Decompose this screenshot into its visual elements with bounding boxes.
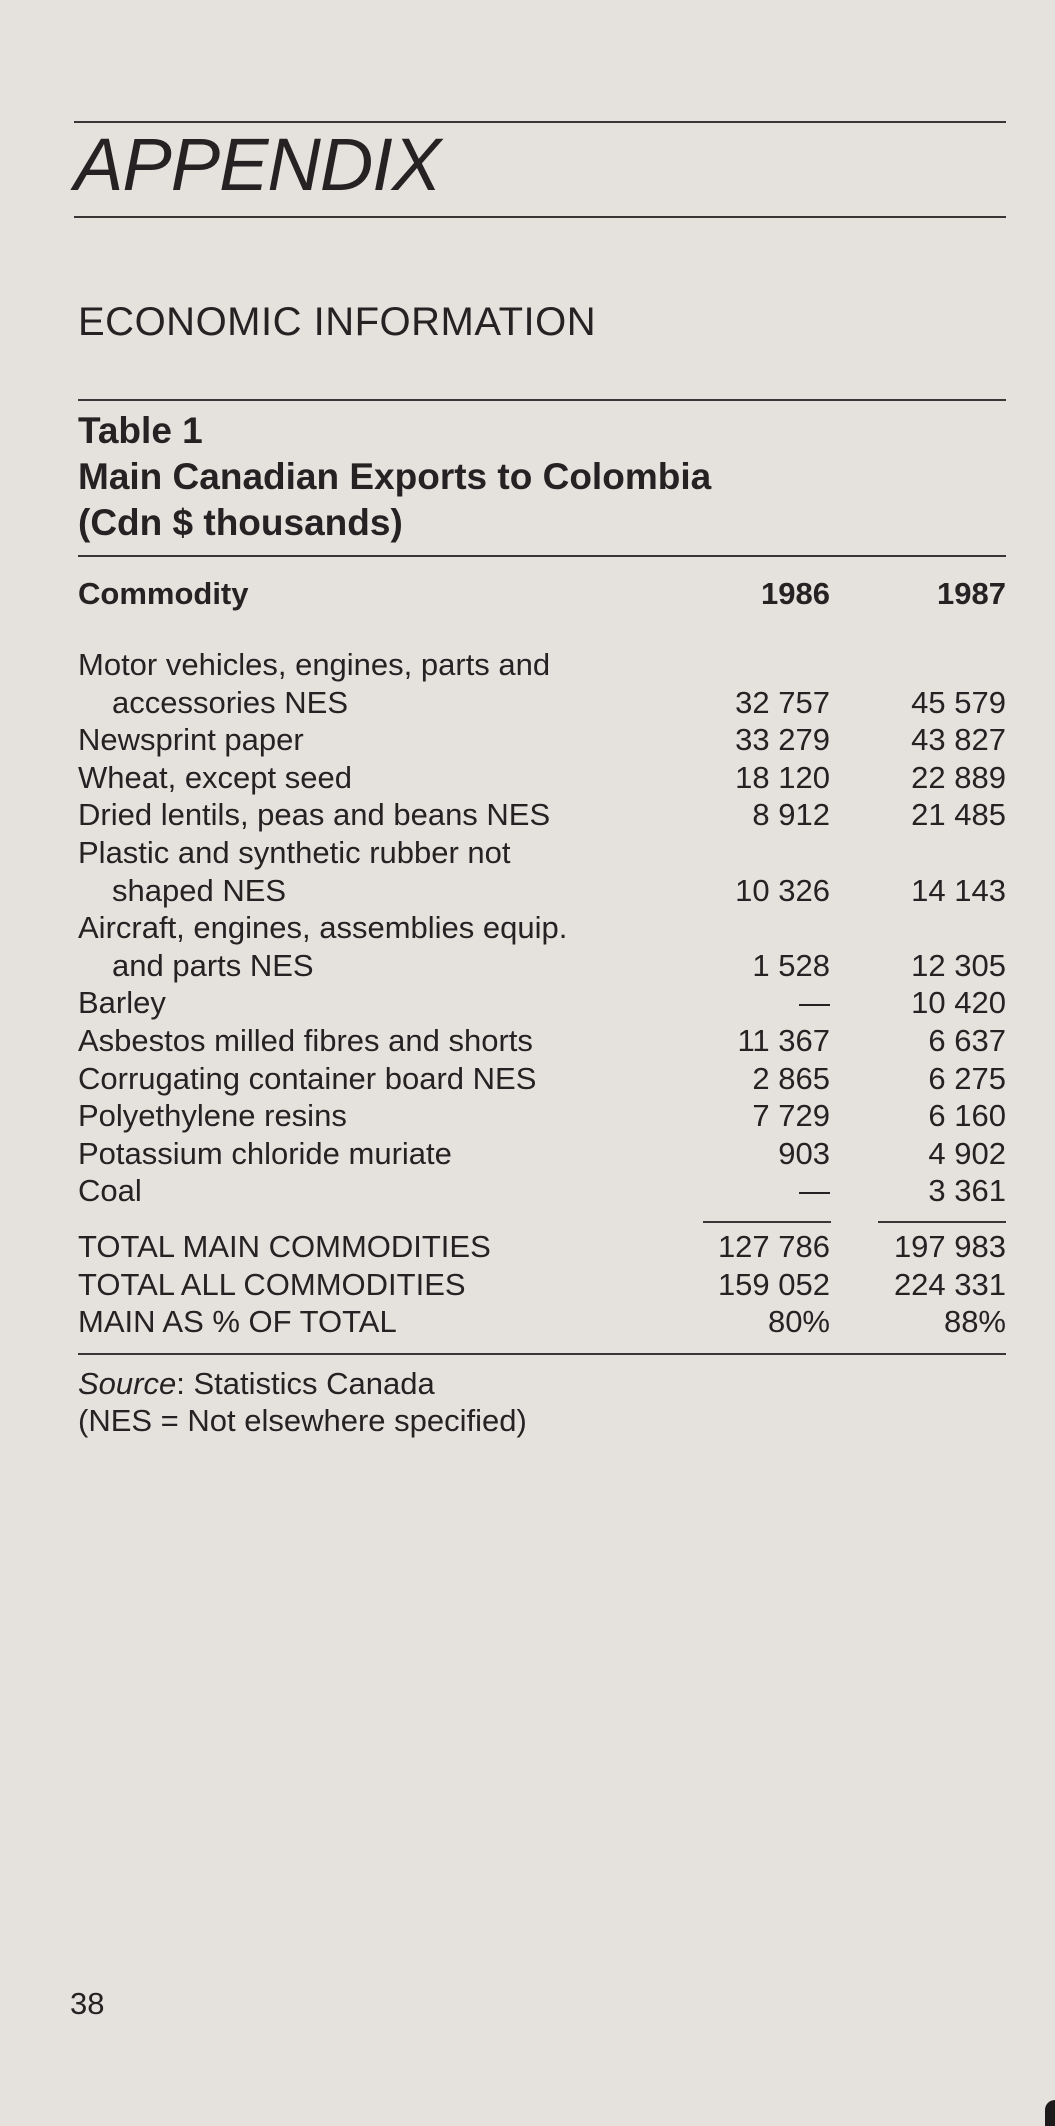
commodity-label: Newsprint paper — [78, 722, 304, 758]
value-1987: 10 420 — [911, 985, 1006, 1021]
commodity-label: Plastic and synthetic rubber not — [78, 834, 511, 870]
value-1987: 43 827 — [911, 722, 1006, 758]
table-body — [78, 646, 1006, 1210]
table-row — [78, 1022, 1006, 1060]
value-1986: 903 — [778, 1135, 830, 1171]
source-line — [78, 1365, 527, 1402]
table-row — [78, 1172, 1006, 1210]
commodity-label: Asbestos milled fibres and shorts — [78, 1022, 533, 1058]
table-units: (Cdn $ thousands) — [78, 502, 403, 543]
table-row — [78, 909, 1006, 947]
table-title-rule — [78, 555, 1006, 557]
value-1986: 80% — [767, 1304, 830, 1340]
subtotal-rule-1987 — [878, 1221, 1006, 1223]
value-1987: 4 902 — [928, 1135, 1006, 1171]
commodity-label: TOTAL MAIN COMMODITIES — [78, 1229, 491, 1264]
table-row — [78, 1135, 1006, 1173]
table-number: Table 1 — [78, 410, 203, 451]
table-row — [78, 872, 1006, 910]
section-title: ECONOMIC INFORMATION — [78, 300, 597, 344]
table-row — [78, 684, 1006, 722]
value-1986: — — [799, 1173, 830, 1209]
value-1987: 12 305 — [911, 947, 1006, 983]
value-1987: 6 160 — [928, 1098, 1006, 1134]
value-1987: 21 485 — [911, 797, 1006, 833]
value-1987: 6 637 — [928, 1022, 1006, 1058]
table-row — [78, 984, 1006, 1022]
total-row — [78, 1266, 1006, 1304]
table-row — [78, 646, 1006, 684]
total-row — [78, 1228, 1006, 1266]
table-row — [78, 759, 1006, 797]
commodity-label: TOTAL ALL COMMODITIES — [78, 1266, 466, 1302]
value-1986: 2 865 — [752, 1060, 830, 1096]
value-1986: 32 757 — [735, 684, 830, 720]
commodity-label: Coal — [78, 1173, 142, 1209]
value-1986: 8 912 — [752, 797, 830, 833]
commodity-label: accessories NES — [112, 684, 349, 720]
table-top-rule — [78, 399, 1006, 401]
appendix-title: APPENDIX — [74, 123, 441, 206]
value-1987: 14 143 — [911, 872, 1006, 908]
value-1986: — — [799, 985, 830, 1021]
commodity-label: shaped NES — [112, 872, 287, 908]
table-row — [78, 796, 1006, 834]
table-caption: Main Canadian Exports to Colombia — [78, 456, 712, 497]
value-1986: 159 052 — [717, 1266, 830, 1302]
value-1986: 10 326 — [735, 872, 830, 908]
commodity-label: Dried lentils, peas and beans NES — [78, 797, 551, 833]
value-1986: 18 120 — [735, 759, 830, 795]
value-1986: 11 367 — [737, 1022, 830, 1058]
commodity-label: Corrugating container board NES — [78, 1060, 537, 1096]
table-row — [78, 1097, 1006, 1135]
value-1987: 88% — [943, 1304, 1006, 1340]
commodity-label: Barley — [78, 985, 166, 1021]
commodity-label: Potassium chloride muriate — [78, 1135, 452, 1171]
table-row — [78, 947, 1006, 985]
page-number: 38 — [70, 1986, 105, 2021]
value-1986: 1 528 — [752, 947, 830, 983]
value-1987: 22 889 — [911, 759, 1006, 795]
value-1986: 7 729 — [752, 1098, 830, 1134]
table-row — [78, 1060, 1006, 1098]
commodity-label: Aircraft, engines, assemblies equip. — [78, 910, 568, 946]
column-header-commodity: Commodity — [78, 576, 249, 611]
column-header-1987: 1987 — [937, 576, 1006, 611]
value-1987: 6 275 — [928, 1060, 1006, 1096]
commodity-label: MAIN AS % OF TOTAL — [78, 1304, 397, 1340]
commodity-label: and parts NES — [112, 947, 314, 983]
value-1986: 127 786 — [717, 1229, 830, 1264]
source-text: : Statistics Canada — [176, 1366, 435, 1401]
nes-note: (NES = Not elsewhere specified) — [78, 1403, 527, 1438]
table-totals — [78, 1228, 1006, 1341]
value-1987: 197 983 — [893, 1229, 1006, 1264]
commodity-label: Polyethylene resins — [78, 1098, 347, 1134]
subtotal-rule-1986 — [703, 1221, 831, 1223]
table-row — [78, 834, 1006, 872]
commodity-label: Wheat, except seed — [78, 759, 352, 795]
value-1987: 3 361 — [928, 1173, 1006, 1209]
page-corner-mark — [1045, 2100, 1055, 2126]
value-1986: 33 279 — [735, 722, 830, 758]
title-rule — [74, 216, 1006, 218]
total-row — [78, 1303, 1006, 1341]
table-row — [78, 721, 1006, 759]
commodity-label: Motor vehicles, engines, parts and — [78, 647, 551, 682]
table-title — [78, 408, 711, 546]
column-header-1986: 1986 — [761, 576, 830, 611]
value-1987: 224 331 — [893, 1266, 1006, 1302]
table-bottom-rule — [78, 1353, 1006, 1355]
source-label: Source — [78, 1366, 177, 1401]
footnote — [78, 1365, 527, 1439]
value-1987: 45 579 — [911, 684, 1006, 720]
